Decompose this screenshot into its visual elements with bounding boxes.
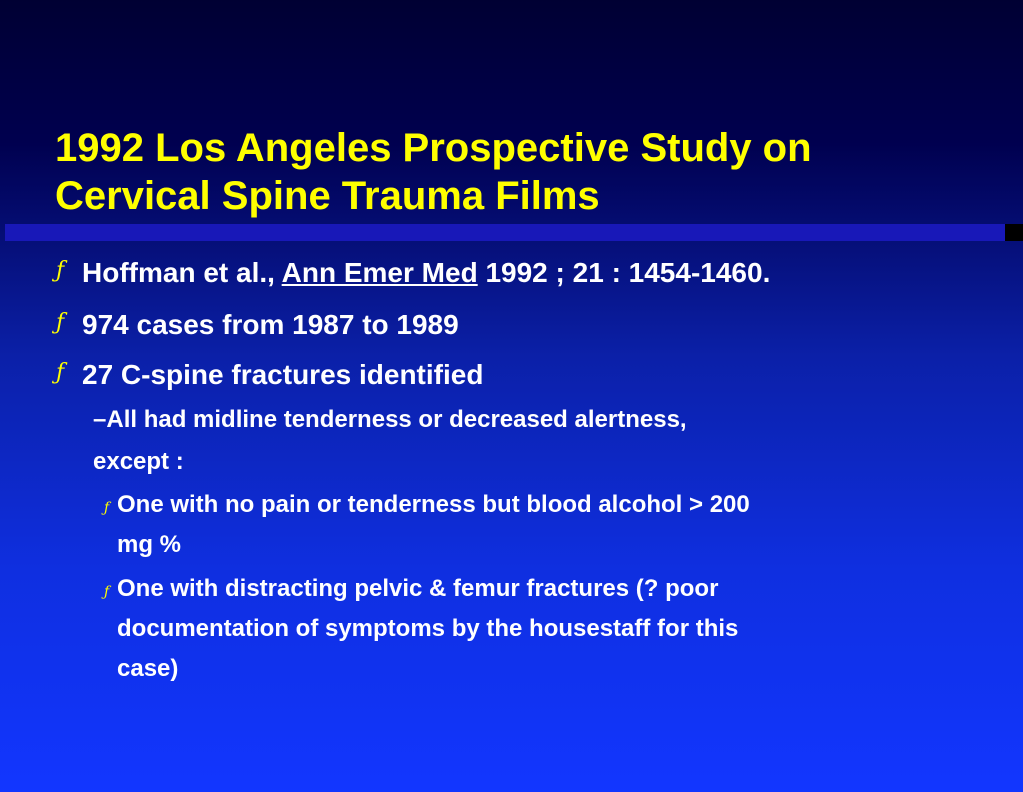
sub-bullet-dash: – — [93, 406, 107, 433]
title-line-2: Cervical Spine Trauma Films — [55, 174, 600, 218]
bullet-icon: ƒ — [56, 360, 65, 385]
citation-details: 1992 ; 21 : 1454-1460. — [477, 257, 771, 288]
title-line-1: 1992 Los Angeles Prospective Study on — [55, 126, 812, 170]
sub-bullet-line-1 — [93, 405, 687, 435]
subsub-item-1-line-2: mg % — [117, 531, 182, 558]
subsub-item-1-line-1: One with no pain or tenderness but blood alcohol > 200 — [117, 491, 750, 518]
bullet-item-cases: 974 cases from 1987 to 1989 — [82, 309, 459, 340]
sub-bullet-line-2: except : — [93, 448, 184, 475]
bullet-icon: ƒ — [56, 258, 65, 283]
citation-authors: Hoffman et al., — [82, 257, 282, 288]
subsub-item-2-line-3: case) — [117, 655, 179, 682]
subsub-item-2-line-1: One with distracting pelvic & femur fractures (? poor — [117, 575, 719, 602]
subsub-item-2-line-2: documentation of symptoms by the housestaff for this — [117, 615, 739, 642]
bullet-item-citation — [82, 257, 770, 289]
sub-bullet-text: All had midline tenderness or decreased alertness, — [106, 406, 687, 433]
bullet-item-fractures: 27 C-spine fractures identified — [82, 359, 484, 390]
bullet-icon: ƒ — [104, 500, 110, 516]
bullet-icon: ƒ — [104, 584, 110, 600]
citation-journal: Ann Emer Med — [281, 257, 478, 288]
bullet-icon: ƒ — [56, 310, 65, 335]
